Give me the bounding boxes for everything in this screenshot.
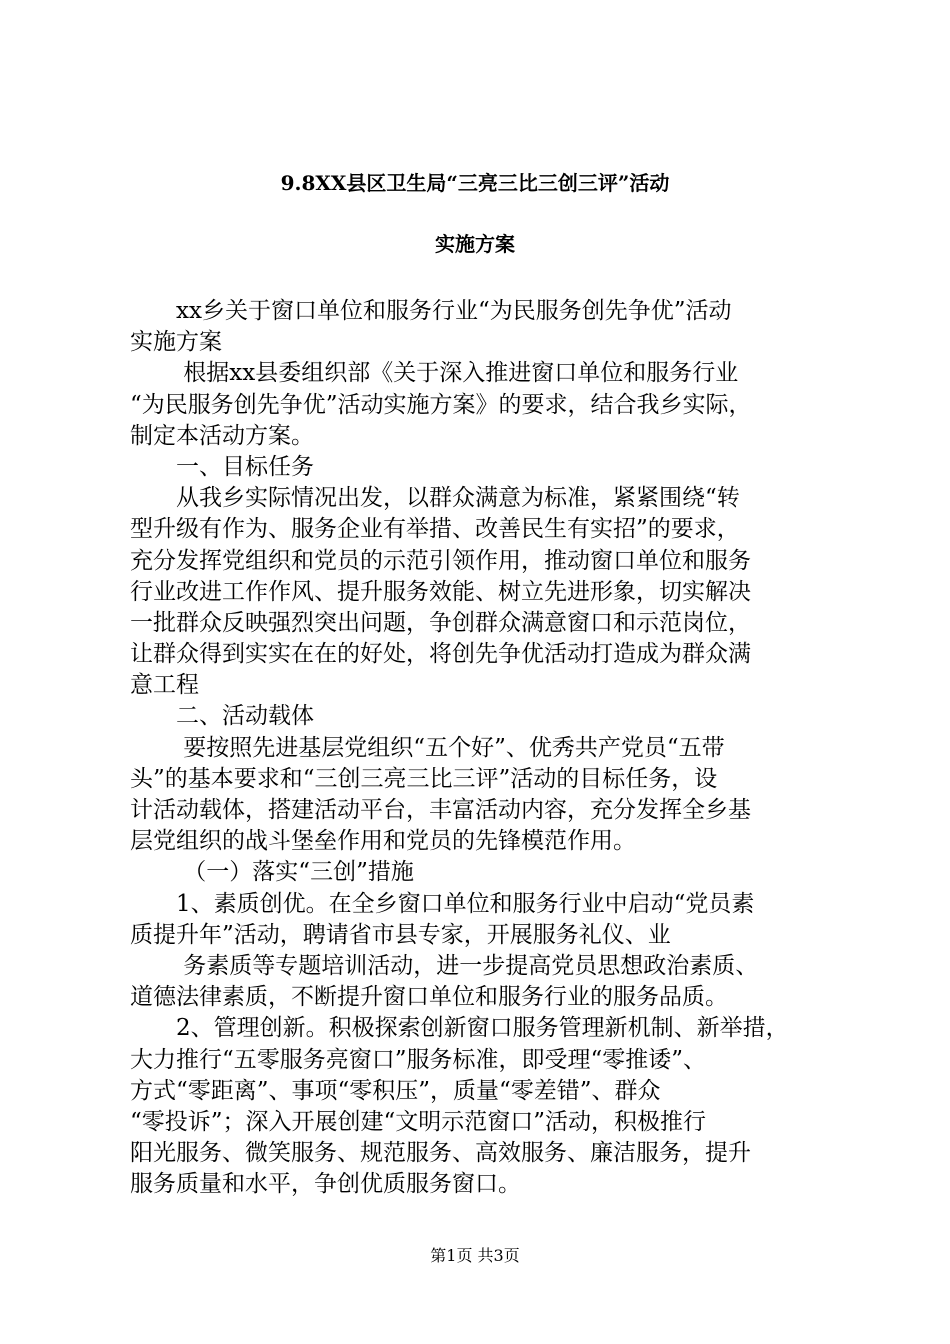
body-line: 让群众得到实实在在的好处，将创先争优活动打造成为群众满 [130, 641, 751, 668]
body-line: 实施方案 [130, 329, 222, 356]
body-line: 头”的基本要求和“三创三亮三比三评”活动的目标任务，设 [130, 765, 718, 792]
body-line: 行业改进工作作风、提升服务效能、树立先进形象，切实解决 [130, 578, 751, 605]
page-footer: 第1页 共3页 [430, 1246, 520, 1265]
body-line: 大力推行“五零服务亮窗口”服务标准，即受理“零推诿”、 [130, 1046, 707, 1073]
body-line: “零投诉”；深入开展创建“文明示范窗口”活动，积极推行 [130, 1108, 707, 1135]
body-line: 从我乡实际情况出发，以群众满意为标准，紧紧围绕“转 [130, 485, 740, 512]
body-line: 充分发挥党组织和党员的示范引领作用，推动窗口单位和服务 [130, 547, 751, 574]
body-line: 一、目标任务 [130, 453, 314, 480]
body-line: 计活动载体，搭建活动平台，丰富活动内容，充分发挥全乡基 [130, 797, 751, 823]
body-line: 意工程 [130, 672, 199, 699]
body-line: 根据xx县委组织部《关于深入推进窗口单位和服务行业 [130, 360, 739, 387]
body-line: 方式“零距离”、事项“零积压”，质量“零差错”、群众 [130, 1077, 661, 1104]
body-line: 阳光服务、微笑服务、规范服务、高效服务、廉洁服务，提升 [130, 1140, 751, 1167]
document-title-line-2: 实施方案 [435, 232, 515, 256]
body-line: 制定本活动方案。 [130, 422, 314, 449]
body-line: 务素质等专题培训活动，进一步提高党员思想政治素质、 [130, 952, 759, 979]
body-line: 服务质量和水平，争创优质服务窗口。 [130, 1171, 521, 1198]
body-line: （一）落实“三创”措施 [130, 859, 414, 886]
body-line: 道德法律素质，不断提升窗口单位和服务行业的服务品质。 [130, 984, 728, 1011]
document-title-line-1: 9.8XX县区卫生局“三亮三比三创三评”活动 [280, 171, 670, 195]
document-body [130, 296, 830, 1200]
body-line: 二、活动载体 [130, 703, 314, 730]
body-line: 质提升年”活动，聘请省市县专家，开展服务礼仪、业 [130, 921, 671, 948]
body-line: 要按照先进基层党组织“五个好”、优秀共产党员“五带 [130, 734, 725, 761]
body-line: xx乡关于窗口单位和服务行业“为民服务创先争优”活动 [130, 298, 732, 324]
body-line: 层党组织的战斗堡垒作用和党员的先锋模范作用。 [130, 828, 636, 855]
body-line: 1、素质创优。在全乡窗口单位和服务行业中启动“党员素 [130, 890, 755, 917]
body-line: 2、管理创新。积极探索创新窗口服务管理新机制、新举措， [130, 1015, 789, 1042]
body-line: “为民服务创先争优”活动实施方案》的要求，结合我乡实际， [130, 391, 752, 418]
body-line: 型升级有作为、服务企业有举措、改善民生有实招”的要求， [130, 516, 740, 543]
body-line: 一批群众反映强烈突出问题，争创群众满意窗口和示范岗位， [130, 609, 751, 636]
